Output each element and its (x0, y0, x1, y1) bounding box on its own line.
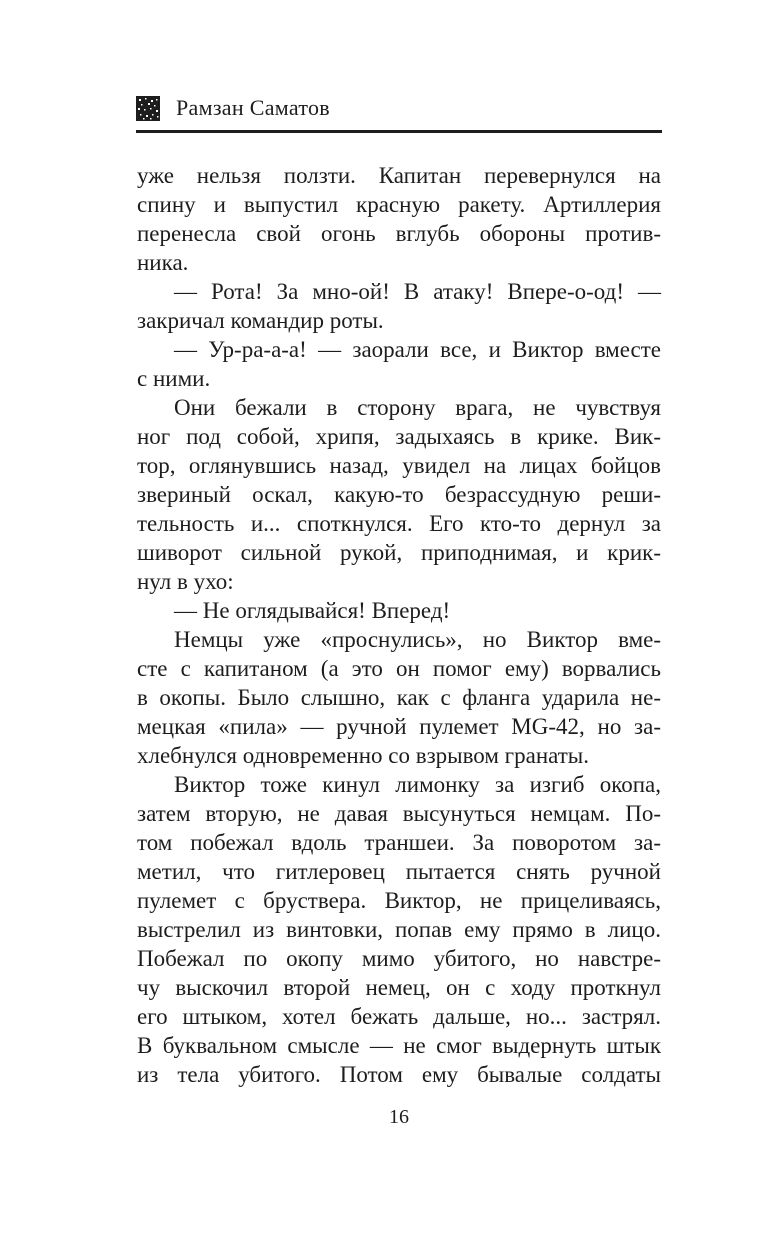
text-line: шиворот сильной рукой, приподнимая, и крик- (137, 540, 661, 565)
text-line: из тела убитого. Потом ему бывалые солдаты (137, 1062, 661, 1087)
text-line: ног под собой, хрипя, задыхаясь в крике. Вик- (137, 424, 661, 449)
text-line: Виктор тоже кинул лимонку за изгиб окопа, (174, 772, 661, 797)
text-line: с ними. (137, 366, 211, 391)
text-line: спину и выпустил красную ракету. Артиллерия (137, 192, 661, 217)
text-line: в окопы. Было слышно, как с фланга ударила не- (137, 685, 661, 710)
text-line: метил, что гитлеровец пытается снять ручной (137, 859, 661, 884)
publisher-ornament-icon (136, 96, 160, 121)
body-text (137, 161, 661, 1089)
text-line: тор, оглянувшись назад, увидел на лицах бойцов (137, 453, 661, 478)
text-line: — Не оглядывайся! Вперед! (174, 598, 451, 623)
text-line: чу выскочил второй немец, он с ходу проткнул (137, 975, 661, 1000)
text-line: мецкая «пила» — ручной пулемет MG-42, но за- (137, 714, 661, 739)
text-line: — Ур-ра-а-а! — заорали все, и Виктор вместе (174, 337, 661, 362)
text-line: затем вторую, не давая высунуться немцам. По- (137, 801, 661, 826)
text-line: Побежал по окопу мимо убитого, но навстре- (137, 946, 661, 971)
text-line: сте с капитаном (а это он помог ему) ворвались (137, 656, 661, 681)
text-line: его штыком, хотел бежать дальше, но... застрял. (137, 1004, 661, 1029)
text-line: уже нельзя ползти. Капитан перевернулся на (137, 163, 661, 188)
author-name: Рамзан Саматов (176, 95, 330, 120)
text-line: ника. (137, 250, 189, 275)
text-line: Немцы уже «проснулись», но Виктор вме- (174, 627, 661, 652)
text-line: Они бежали в сторону врага, не чувствуя (174, 395, 661, 420)
text-line: — Рота! За мно-ой! В атаку! Впере-о-од! — (174, 279, 661, 304)
header-rule (136, 130, 662, 133)
text-line: хлебнулся одновременно со взрывом гранаты. (137, 743, 589, 768)
text-line: тельность и... споткнулся. Его кто-то дернул за (137, 511, 661, 536)
text-line: перенесла свой огонь вглубь обороны против- (137, 221, 661, 246)
text-line: В буквальном смысле — не смог выдернуть штык (137, 1033, 661, 1058)
text-line: звериный оскал, какую-то безрассудную реши- (137, 482, 661, 507)
running-header (136, 94, 662, 122)
text-line: закричал командир роты. (137, 308, 384, 333)
page-number: 16 (389, 1106, 409, 1128)
text-line: выстрелил из винтовки, попав ему прямо в лицо. (137, 917, 661, 942)
text-line: нул в ухо: (137, 569, 234, 594)
text-line: том побежал вдоль траншеи. За поворотом за- (137, 830, 661, 855)
text-line: пулемет с бруствера. Виктор, не прицеливаясь, (137, 888, 661, 913)
